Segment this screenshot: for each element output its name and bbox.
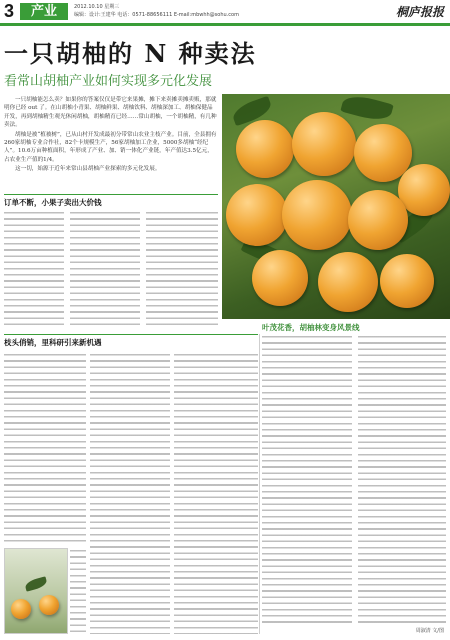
section-label: 产业 [20, 3, 68, 20]
article-intro [4, 96, 218, 174]
intro-paragraph: 这一切，始源于近年来常山县胡柚产业探索的多元化发展。 [15, 166, 161, 173]
small-photo-pomelo-gift [4, 548, 68, 634]
section-rule [4, 334, 258, 335]
body-column [90, 352, 170, 634]
intro-paragraph: 胡柚是被“植被树”，已从山村开发成最初分带常山农业主枝产业。目前，全县拥有260家胡柚专业合作社，82个卡规模生产，56家胡柚加工企业，5000多胡柚“经纪人”。10.6万亩种植面积，年形成了产业、加、销一体化产业链，年产值达3.5亿元，占农业生产值的1/4。 [4, 131, 217, 163]
body-column [262, 334, 352, 626]
body-column [4, 210, 64, 330]
section-rule [4, 194, 218, 195]
intro-paragraph: 一只胡柚能怎么卖？如果你的答案仅仅是带它来果摊，摊下来卖摊卖摊卖贩，那就明你已经 out 了。在山胡柚小青果、胡柚鲜果、胡柚饮料、胡柚深加工、胡柚保健品开发，再到胡柚精生观光休闲胡柚，胡柚精育已经……常山胡柚，一个胡柚精，有几种卖法。 [4, 97, 217, 129]
article-headline: 一只胡柚的 N 种卖法 [4, 39, 257, 68]
body-column [70, 548, 86, 634]
section-heading-orders: 订单不断，小果子卖出大价钱 [4, 198, 102, 207]
body-column [146, 210, 218, 330]
masthead: 桐庐报报 [395, 5, 444, 19]
editor-contact-line: 编辑：设计:王建华 电话：0571-88656111 E-mail:mbwhh@sohu.com [74, 12, 239, 18]
section-heading-research: 枝头俏销，里科研引来新机遇 [4, 338, 102, 347]
byline: 周淑清 文/图 [415, 628, 444, 634]
lead-photo-pomelo-tree [222, 94, 450, 319]
body-column [174, 352, 258, 634]
header-rule [0, 23, 450, 26]
photo-caption-heading: 叶茂花香，胡柚林变身风景线 [262, 323, 360, 332]
column-divider [259, 334, 260, 634]
page-number: 3 [4, 1, 15, 21]
article-subheadline: 看常山胡柚产业如何实现多元化发展 [4, 74, 213, 89]
date-line: 2012.10.10 星期三 [74, 4, 120, 10]
body-column [4, 352, 86, 544]
body-column [358, 334, 446, 624]
page-header [0, 0, 450, 24]
body-column [70, 210, 140, 330]
